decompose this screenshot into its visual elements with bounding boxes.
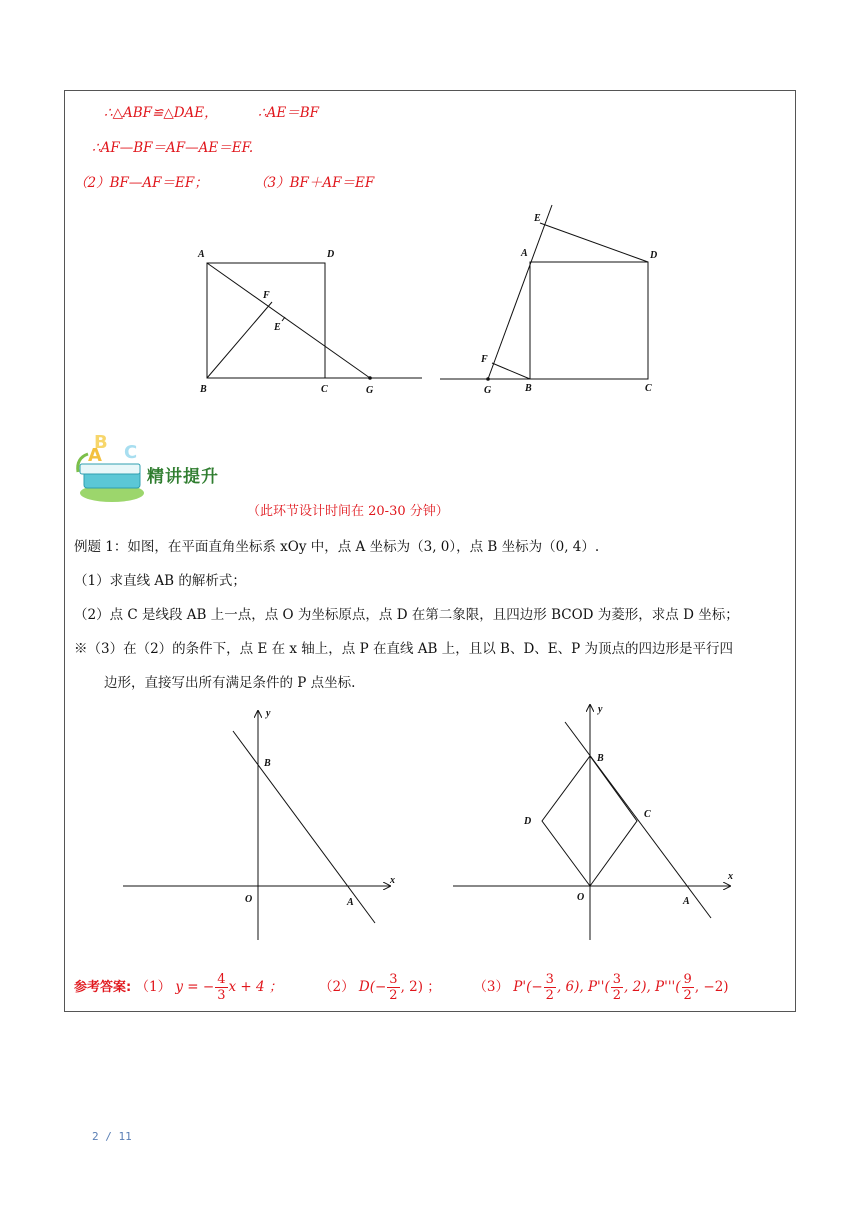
fig2-label-b: B bbox=[525, 383, 532, 394]
fig4-label-d: D bbox=[524, 816, 532, 827]
answer-3-part-d: , −2) bbox=[694, 979, 729, 995]
answer-3-part-b: , 6), P''( bbox=[556, 979, 610, 995]
section-title: 精讲提升 bbox=[147, 467, 219, 487]
fig1-label-g: G bbox=[366, 385, 374, 396]
figure-square-1 bbox=[190, 240, 430, 400]
fig4-label-a: A bbox=[683, 896, 690, 907]
figure-square-2 bbox=[430, 200, 670, 400]
fig2-label-e: E bbox=[534, 213, 541, 224]
problem-q2: （2）点 C 是线段 AB 上一点，点 O 为坐标原点，点 D 在第二象限，且四边形 BCOD 为菱形，求点 D 坐标； bbox=[74, 607, 739, 623]
answer-1-numerator: 4 bbox=[217, 972, 226, 987]
problem-q1: （1）求直线 AB 的解析式； bbox=[74, 573, 246, 589]
fig3-label-a: A bbox=[347, 897, 354, 908]
fig2-label-f: F bbox=[481, 354, 488, 365]
fig1-label-a: A bbox=[198, 249, 205, 260]
fig1-label-b: B bbox=[200, 384, 207, 395]
figure-coordinate-2 bbox=[450, 700, 750, 945]
fig4-label-b: B bbox=[597, 753, 604, 764]
fig4-label-y: y bbox=[598, 704, 603, 715]
answer-1-expr-a: y = − bbox=[175, 979, 215, 995]
answer-3-part-c: , 2), P'''( bbox=[624, 979, 681, 995]
answer-3-numerator-2: 3 bbox=[612, 972, 622, 987]
fig2-label-d: D bbox=[650, 250, 658, 261]
answer-3-part-a: P'(− bbox=[513, 979, 543, 995]
answer-1-prefix: （1） bbox=[135, 979, 172, 995]
answer-2-numerator: 3 bbox=[389, 972, 398, 987]
answer-line bbox=[74, 972, 729, 1003]
answer-3-denominator-3: 2 bbox=[683, 988, 692, 1003]
answer-2-fraction bbox=[387, 972, 399, 1003]
answer-3-denominator-1: 2 bbox=[545, 988, 554, 1003]
logo-letter-c: C bbox=[124, 442, 138, 463]
answer-3-fraction-3 bbox=[682, 972, 694, 1003]
fig4-label-c: C bbox=[644, 809, 651, 820]
answer-1-expr-b: x + 4 ； bbox=[228, 979, 283, 995]
fig2-label-c: C bbox=[645, 383, 652, 394]
fig2-label-g: G bbox=[484, 385, 492, 396]
problem-intro: 例题 1：如图，在平面直角坐标系 xOy 中，点 A 坐标为（3, 0），点 B 坐标为（0, 4）. bbox=[74, 539, 600, 555]
fig3-label-o: O bbox=[245, 894, 253, 905]
problem-q3-line1: ※（3）在（2）的条件下，点 E 在 x 轴上，点 P 在直线 AB 上，且以 B、D、E、P 为顶点的四边形是平行四 bbox=[74, 641, 733, 657]
answer-3-numerator-3: 9 bbox=[683, 972, 692, 987]
fig4-label-x: x bbox=[728, 871, 733, 882]
solution-line-3a: （2）BF—AF＝EF； bbox=[74, 175, 208, 191]
fig3-label-x: x bbox=[390, 875, 395, 886]
answer-2-denominator: 2 bbox=[389, 988, 398, 1003]
fig2-label-a: A bbox=[521, 248, 528, 259]
solution-line-2: ∴AF—BF＝AF—AE＝EF. bbox=[92, 140, 254, 156]
fig3-label-b: B bbox=[264, 758, 271, 769]
answer-3-fraction-1 bbox=[544, 972, 556, 1003]
solution-line-1b: ∴AE＝BF bbox=[258, 105, 319, 121]
answer-1-denominator: 3 bbox=[217, 988, 226, 1003]
answer-3-fraction-2 bbox=[611, 972, 623, 1003]
answer-2-prefix: （2） bbox=[319, 979, 355, 995]
answer-1-fraction bbox=[215, 972, 227, 1003]
page-number: 2 / 11 bbox=[92, 1130, 132, 1143]
fig1-label-e: E bbox=[274, 322, 281, 333]
solution-line-3b: （3）BF＋AF＝EF bbox=[254, 175, 375, 191]
fig4-label-o: O bbox=[577, 892, 585, 903]
solution-line-1a: ∴△ABF≌△DAE， bbox=[104, 105, 218, 121]
answer-2-expr-a: D(− bbox=[358, 979, 387, 995]
fig1-label-c: C bbox=[321, 384, 328, 395]
figure-coordinate-1 bbox=[118, 705, 408, 945]
fig1-label-f: F bbox=[263, 290, 270, 301]
answer-label: 参考答案: bbox=[74, 980, 132, 995]
answer-2-expr-b: , 2) ； bbox=[400, 979, 441, 995]
answer-3-prefix: （3） bbox=[473, 979, 509, 995]
answer-3-denominator-2: 2 bbox=[612, 988, 622, 1003]
logo-letter-a: A bbox=[88, 445, 102, 466]
fig3-label-y: y bbox=[266, 708, 271, 719]
problem-q3-line2: 边形，直接写出所有满足条件的 P 点坐标. bbox=[104, 675, 356, 691]
section-time-note: （此环节设计时间在 20-30 分钟） bbox=[247, 504, 449, 519]
logo-letter-b: B bbox=[94, 432, 108, 453]
answer-3-numerator-1: 3 bbox=[545, 972, 554, 987]
fig1-label-d: D bbox=[327, 249, 335, 260]
